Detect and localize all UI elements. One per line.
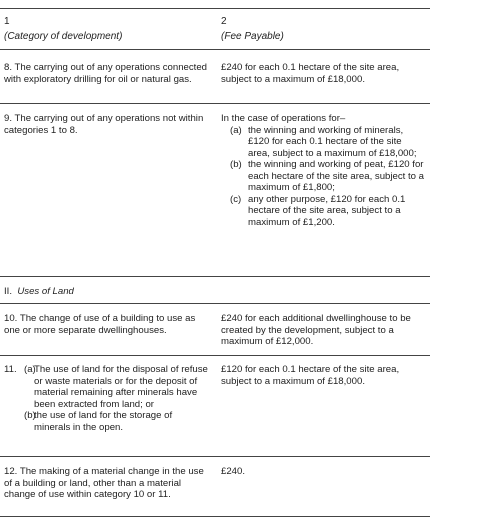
fee-9-item-a (221, 125, 426, 160)
column-2-number: 2 (221, 16, 227, 27)
item-text: the winning and working of peat, £120 for each hectare of the site area, subject to a maximum of £1,800; (248, 159, 424, 193)
category-11-item-b (7, 410, 209, 433)
item-text: The use of land for the disposal of refuse or waste materials or for the deposit of material remaining after minerals have been extracted from land; or (34, 364, 208, 410)
fee-9-item-c (221, 194, 426, 229)
fee-9-intro: In the case of operations for– (221, 113, 346, 124)
category-11-item-a (7, 364, 209, 410)
category-12-text: 12. The making of a material change in the use of a building or land, other than a material change of use within category 10 or 11. (4, 466, 204, 500)
fee-12-text: £240. (221, 466, 246, 477)
header-rule (0, 49, 430, 50)
bottom-rule (0, 516, 430, 517)
column-2-title: (Fee Payable) (221, 31, 284, 42)
item-text: the use of land for the storage of minerals in the open. (34, 410, 173, 433)
item-text: the winning and working of minerals, £120 for each 0.1 hectare of the site area, subject to a maximum of £18,000; (248, 124, 417, 159)
row-rule (0, 456, 430, 457)
section-heading (4, 286, 304, 298)
category-11-block (4, 364, 209, 433)
section-title: Uses of Land (17, 286, 74, 297)
category-10-text: 10. The change of use of a building to use as one or more separate dwellinghouses. (4, 313, 196, 336)
fee-10-text: £240 for each additional dwellinghouse to be created by the development, subject to a maximum of £12,000. (221, 313, 411, 347)
column-1-title: (Category of development) (4, 31, 123, 42)
fee-11-text: £120 for each 0.1 hectare of the site area, subject to a maximum of £18,000. (221, 364, 400, 387)
item-marker: (a) (24, 364, 36, 375)
fee-9-item-b (221, 159, 426, 194)
item-marker: (c) (230, 193, 242, 205)
fee-9-list (221, 125, 426, 229)
column-1-number: 1 (4, 16, 10, 27)
category-9-text: 9. The carrying out of any operations not within categories 1 to 8. (4, 113, 204, 136)
item-marker: (b) (24, 410, 36, 421)
row-rule (0, 355, 430, 356)
fee-9-block (221, 113, 426, 228)
section-numeral: II. (4, 286, 12, 297)
category-11-list (7, 364, 209, 433)
row-rule (0, 103, 430, 104)
item-text: any other purpose, £120 for each 0.1 hectare of the site area, subject to a maximum of £1,200. (248, 193, 406, 228)
row-rule (0, 276, 430, 277)
category-8-text: 8. The carrying out of any operations connected with exploratory drilling for oil or natural gas. (4, 62, 208, 85)
item-marker: (b) (230, 159, 242, 170)
top-rule (0, 8, 430, 9)
category-11-number: 11. (4, 364, 17, 375)
row-rule (0, 303, 430, 304)
item-marker: (a) (230, 124, 242, 136)
fee-8-text: £240 for each 0.1 hectare of the site area, subject to a maximum of £18,000. (221, 62, 400, 85)
